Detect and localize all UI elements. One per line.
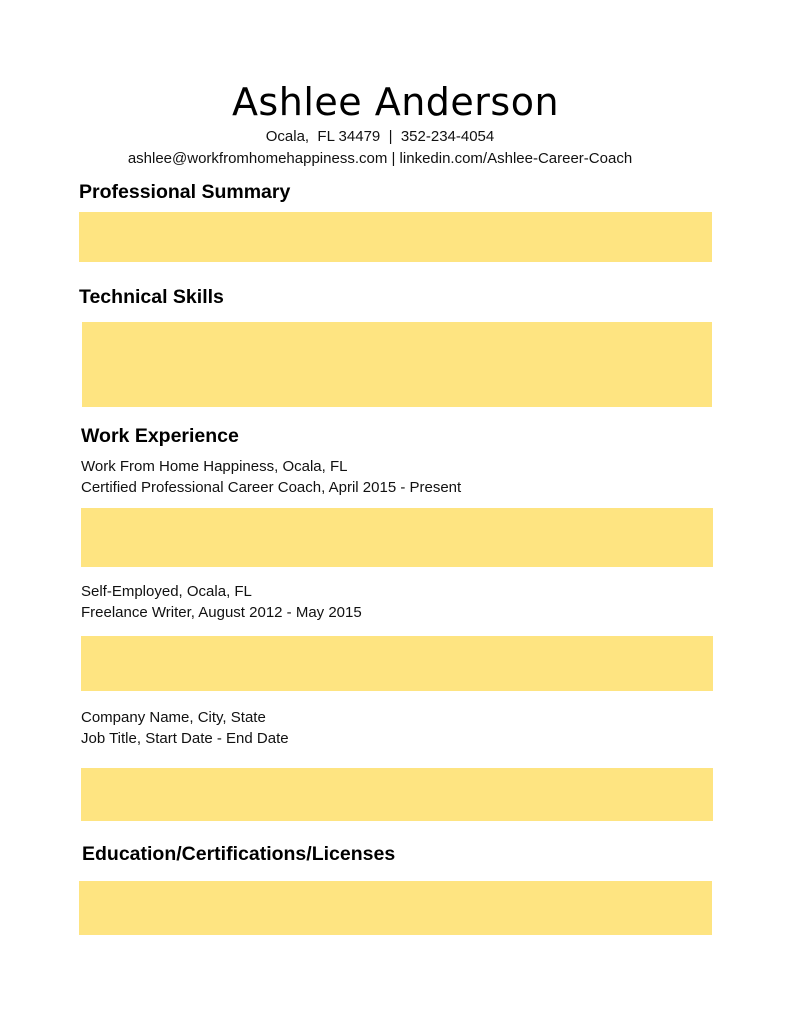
section-heading-professional-summary: Professional Summary bbox=[79, 181, 291, 203]
job-3-company: Company Name, City, State bbox=[81, 709, 266, 726]
section-heading-technical-skills: Technical Skills bbox=[79, 286, 224, 308]
summary-placeholder-block bbox=[79, 212, 712, 262]
contact-location-phone: Ocala, FL 34479 | 352-234-4054 bbox=[265, 128, 495, 145]
section-heading-work-experience: Work Experience bbox=[81, 425, 239, 447]
section-heading-education: Education/Certifications/Licenses bbox=[82, 843, 396, 865]
job-1-company: Work From Home Happiness, Ocala, FL bbox=[81, 458, 348, 475]
education-placeholder-block bbox=[79, 881, 712, 935]
job-3-title: Job Title, Start Date - End Date bbox=[81, 730, 289, 747]
job-2-company: Self-Employed, Ocala, FL bbox=[81, 583, 252, 600]
job-2-placeholder-block bbox=[81, 636, 713, 691]
job-1-title: Certified Professional Career Coach, April 2015 - Present bbox=[81, 479, 462, 496]
skills-placeholder-block bbox=[82, 322, 712, 407]
job-3-placeholder-block bbox=[81, 768, 713, 821]
resume-name: Ashlee Anderson bbox=[231, 80, 560, 124]
job-2-title: Freelance Writer, August 2012 - May 2015 bbox=[81, 604, 362, 621]
contact-email-linkedin: ashlee@workfromhomehappiness.com | linkedin.com/Ashlee-Career-Coach bbox=[127, 150, 633, 167]
job-1-placeholder-block bbox=[81, 508, 713, 567]
